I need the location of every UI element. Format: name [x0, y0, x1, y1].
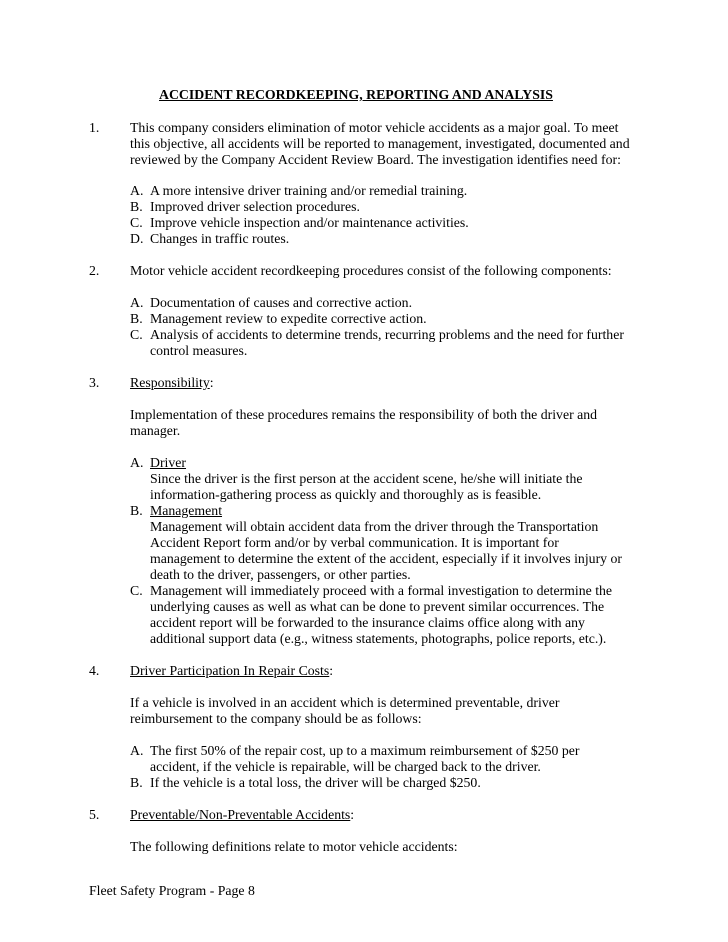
list-item-continuation: accident, if the vehicle is repairable, will be charged back to the driver. — [150, 759, 541, 774]
list-item: Changes in traffic routes. — [150, 231, 290, 246]
paragraph-line: reviewed by the Company Accident Review Board. The investigation identifies need for: — [130, 152, 621, 167]
section-heading-text: Responsibility — [130, 375, 210, 390]
section-number: 3. — [89, 375, 100, 390]
section-number: 1. — [89, 120, 100, 135]
section-heading: Preventable/Non-Preventable Accidents: — [130, 807, 355, 822]
list-letter: A. — [130, 455, 144, 470]
list-letter: A. — [130, 295, 144, 310]
list-letter: B. — [130, 775, 143, 790]
paragraph-line: This company considers elimination of motor vehicle accidents as a major goal. To meet — [130, 120, 619, 135]
list-item-continuation: control measures. — [150, 343, 248, 358]
list-item: Documentation of causes and corrective action. — [150, 295, 413, 310]
paragraph-line: If a vehicle is involved in an accident which is determined preventable, driver — [130, 695, 560, 710]
paragraph-line: Motor vehicle accident recordkeeping procedures consist of the following components: — [130, 263, 612, 278]
list-item-continuation: Management will obtain accident data from the driver through the Transportation — [150, 519, 599, 534]
paragraph-line: manager. — [130, 423, 181, 438]
list-item-continuation: Since the driver is the first person at the accident scene, he/she will initiate the — [150, 471, 583, 486]
list-item-continuation: additional support data (e.g., witness statements, photographs, police reports, etc.). — [150, 631, 607, 646]
list-letter: B. — [130, 503, 143, 518]
list-item-continuation: death to the driver, passengers, or other parties. — [150, 567, 411, 582]
list-item: The first 50% of the repair cost, up to a maximum reimbursement of $250 per — [150, 743, 580, 758]
list-letter: A. — [130, 743, 144, 758]
paragraph-line: this objective, all accidents will be reported to management, investigated, documented and — [130, 136, 630, 151]
list-letter: B. — [130, 199, 143, 214]
section-heading: Driver Participation In Repair Costs: — [130, 663, 334, 678]
section-heading-text: Preventable/Non-Preventable Accidents — [130, 807, 351, 822]
page-title: ACCIDENT RECORDKEEPING, REPORTING AND ANALYSIS — [159, 87, 553, 102]
list-letter: B. — [130, 311, 143, 326]
list-item-continuation: management to determine the extent of the accident, especially if it involves injury or — [150, 551, 622, 566]
list-item-continuation: information-gathering process as quickly and thoroughly as is feasible. — [150, 487, 542, 502]
section-number: 5. — [89, 807, 100, 822]
list-item: A more intensive driver training and/or remedial training. — [150, 183, 468, 198]
paragraph-line: Implementation of these procedures remains the responsibility of both the driver and — [130, 407, 598, 422]
section-heading-text: Driver Participation In Repair Costs — [130, 663, 330, 678]
list-item-continuation: underlying causes as well as what can be done to prevent similar occurrences. The — [150, 599, 605, 614]
list-letter: D. — [130, 231, 144, 246]
list-item: Improve vehicle inspection and/or maintenance activities. — [150, 215, 469, 230]
subheading-driver: Driver — [150, 455, 187, 470]
subheading-management: Management — [150, 503, 223, 518]
list-item: Improved driver selection procedures. — [150, 199, 360, 214]
page-footer: Fleet Safety Program - Page 8 — [89, 883, 255, 898]
list-item-continuation: Accident Report form and/or by verbal communication. It is important for — [150, 535, 559, 550]
paragraph-line: reimbursement to the company should be as follows: — [130, 711, 422, 726]
paragraph-line: The following definitions relate to motor vehicle accidents: — [130, 839, 458, 854]
section-number: 2. — [89, 263, 100, 278]
list-letter: C. — [130, 327, 143, 342]
section-heading: Responsibility: — [130, 375, 214, 390]
list-item-continuation: accident report will be forwarded to the insurance claims office along with any — [150, 615, 585, 630]
list-item: Management review to expedite corrective action. — [150, 311, 427, 326]
section-number: 4. — [89, 663, 100, 678]
list-letter: C. — [130, 215, 143, 230]
list-item: Management will immediately proceed with a formal investigation to determine the — [150, 583, 613, 598]
list-letter: A. — [130, 183, 144, 198]
list-item: Analysis of accidents to determine trends, recurring problems and the need for further — [150, 327, 624, 342]
list-item: If the vehicle is a total loss, the driver will be charged $250. — [150, 775, 481, 790]
list-letter: C. — [130, 583, 143, 598]
